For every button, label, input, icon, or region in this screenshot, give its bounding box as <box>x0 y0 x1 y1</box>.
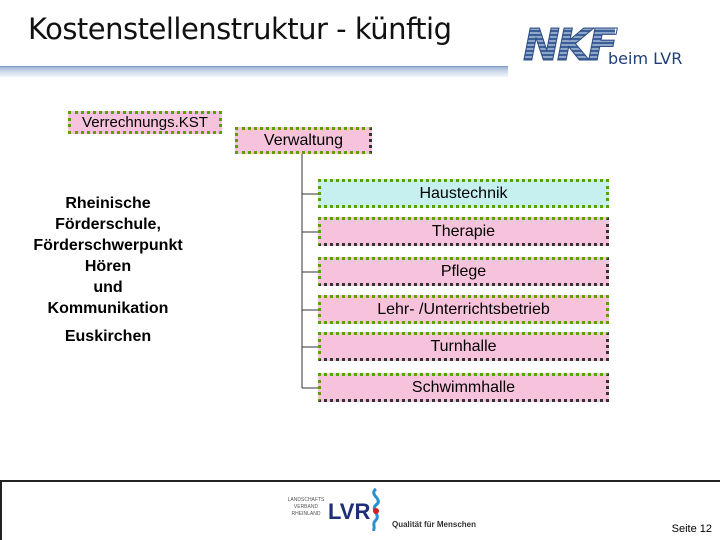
school-name-line: Förderschule, <box>55 216 161 233</box>
child-node-schwimmhalle: Schwimmhalle <box>318 373 609 402</box>
school-city: Euskirchen <box>64 328 152 345</box>
child-node-turnhalle: Turnhalle <box>318 332 609 361</box>
child-node-haustechnik: Haustechnik <box>318 179 609 208</box>
lvr-red-dot-icon <box>373 508 379 514</box>
page-number: Seite 12 <box>671 523 712 535</box>
nkf-logo: NKF <box>523 20 615 71</box>
school-name-line: Hören <box>84 258 132 275</box>
school-name-line: und <box>93 279 123 296</box>
nkf-logo-suffix: beim LVR <box>608 49 683 68</box>
child-node-lehr-unterrichtsbetrieb: Lehr- /Unterrichtsbetrieb <box>318 295 609 324</box>
lvr-org-line: VERBAND <box>293 504 319 510</box>
verrechnungs-kst-box: Verrechnungs.KST <box>68 111 222 134</box>
school-name-line: Kommunikation <box>47 300 169 317</box>
lvr-logo-letters: LVR <box>328 499 371 524</box>
lvr-logo <box>280 487 504 531</box>
page-title: Kostenstellenstruktur - künftig <box>28 12 452 46</box>
child-node-therapie: Therapie <box>318 217 609 246</box>
child-node-pflege: Pflege <box>318 257 609 286</box>
school-name-line: Förderschwerpunkt <box>33 237 183 254</box>
lvr-org-line: RHEINLAND <box>291 511 321 517</box>
verwaltung-node: Verwaltung <box>235 127 372 154</box>
school-name-line: Rheinische <box>65 195 151 212</box>
lvr-org-line: LANDSCHAFTS <box>287 497 325 503</box>
lvr-tagline: Qualität für Menschen <box>392 520 477 529</box>
